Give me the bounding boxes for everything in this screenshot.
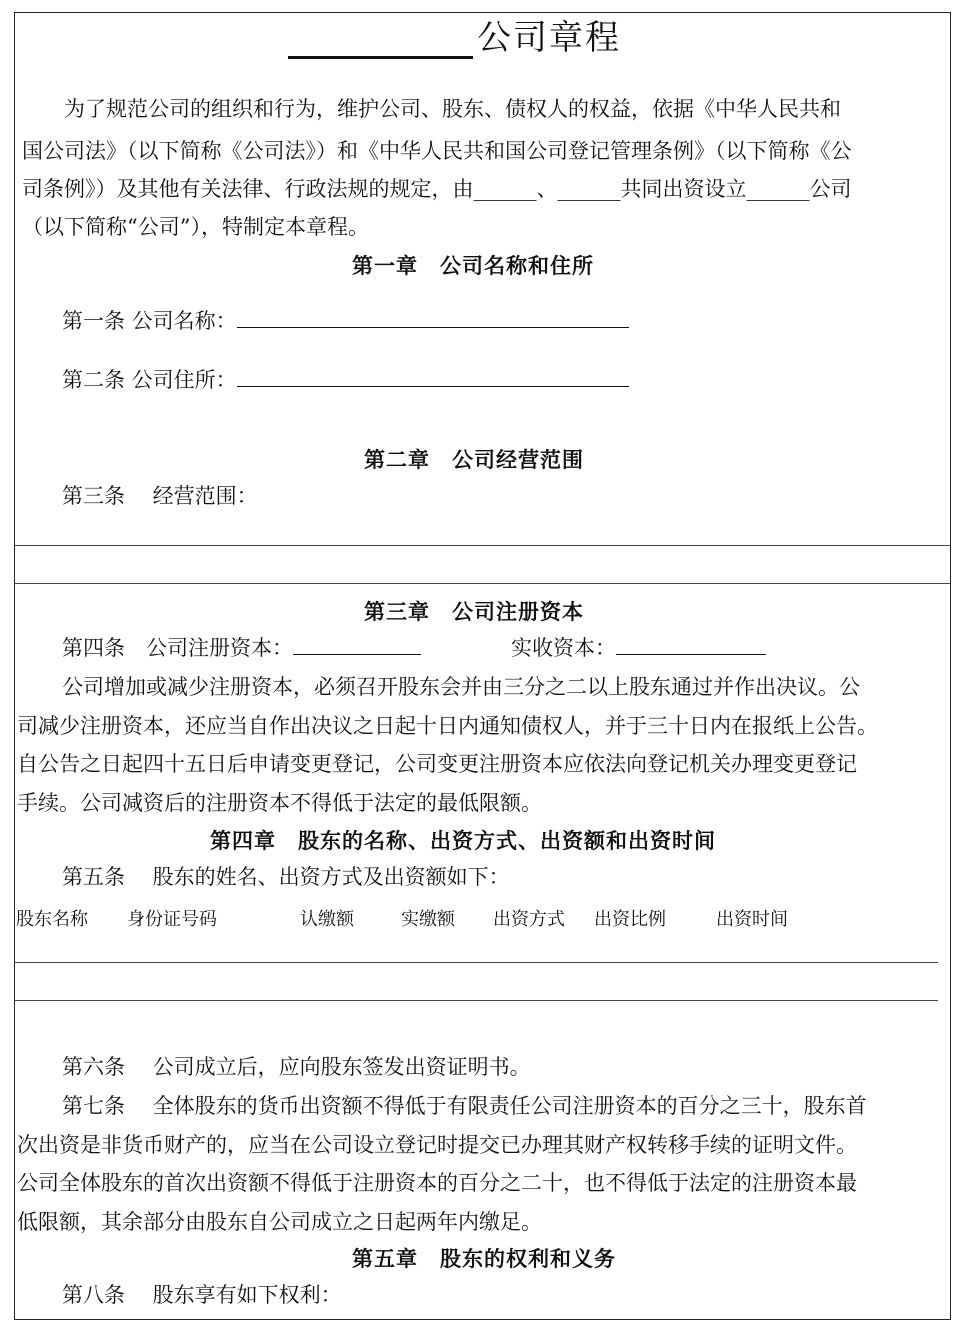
chapter-2-heading: 第二章 公司经营范围: [364, 447, 584, 472]
article-4-label: 第四条 公司注册资本：: [62, 636, 293, 660]
capital-change-line-1: 公司增加或减少注册资本，必须召开股东会并由三分之二以上股东通过并作出决议。公: [62, 675, 860, 699]
company-name-blank: [288, 24, 473, 59]
table-header-method: 出资方式: [493, 909, 565, 930]
article-1-label: 第一条 公司名称：: [62, 309, 237, 333]
table-header-time: 出资时间: [716, 909, 788, 930]
document-title-text: 公司章程: [477, 18, 621, 58]
business-scope-line-1[interactable]: [14, 545, 951, 546]
registered-capital-field[interactable]: [293, 632, 421, 655]
table-header-ratio: 出资比例: [594, 909, 666, 930]
company-address-field[interactable]: [237, 364, 629, 387]
intro-line-3: 司条例》）及其他有关法律、行政法规的规定，由______、______共同出资设立______公司: [22, 177, 852, 201]
company-name-field[interactable]: [237, 305, 629, 328]
article-1: [62, 303, 629, 340]
chapter-1-heading: 第一章 公司名称和住所: [352, 253, 594, 278]
article-2: [62, 362, 629, 399]
business-scope-line-2[interactable]: [14, 583, 951, 584]
intro-line-2: 国公司法》（以下简称《公司法》）和《中华人民共和国公司登记管理条例》（以下简称《公: [22, 139, 852, 163]
paid-capital: [511, 630, 766, 667]
table-header-shareholder-name: 股东名称: [16, 909, 88, 930]
article-7-line-2: 次出资是非货币财产的，应当在公司设立登记时提交已办理其财产权转移手续的证明文件。: [17, 1133, 857, 1157]
capital-change-line-2: 司减少注册资本，还应当自作出决议之日起十日内通知债权人，并于三十日内在报纸上公告。: [17, 714, 878, 738]
article-7-line-3: 公司全体股东的首次出资额不得低于注册资本的百分之二十，也不得低于法定的注册资本最: [17, 1171, 857, 1195]
page-frame-right: [950, 12, 951, 1320]
intro-line-1: 为了规范公司的组织和行为，维护公司、股东、债权人的权益，依据《中华人民共和: [64, 97, 841, 121]
article-4: [62, 630, 421, 667]
article-5: 第五条 股东的姓名、出资方式及出资额如下：: [62, 865, 510, 889]
chapter-5-heading: 第五章 股东的权利和义务: [352, 1246, 616, 1271]
article-8: 第八条 股东享有如下权利：: [62, 1283, 342, 1307]
article-7-line-4: 低限额，其余部分由股东自公司成立之日起两年内缴足。: [17, 1210, 542, 1234]
capital-change-line-4: 手续。公司减资后的注册资本不得低于法定的最低限额。: [17, 791, 542, 815]
article-3-label: 第三条 经营范围：: [62, 484, 258, 508]
article-2-label: 第二条 公司住所：: [62, 368, 237, 392]
page-frame-left: [14, 12, 15, 1320]
table-header-subscribed: 认缴额: [300, 909, 354, 930]
article-6: 第六条 公司成立后，应向股东签发出资证明书。: [62, 1055, 531, 1079]
document-title: [288, 10, 621, 59]
intro-line-4: （以下简称“公司”），特制定本章程。: [22, 215, 369, 239]
shareholder-row-line-1[interactable]: [14, 962, 938, 963]
chapter-3-heading: 第三章 公司注册资本: [364, 599, 584, 624]
shareholder-row-line-2[interactable]: [14, 1000, 938, 1001]
capital-change-line-3: 自公告之日起四十五日后申请变更登记，公司变更注册资本应依法向登记机关办理变更登记: [17, 752, 857, 776]
article-7-line-1: 第七条 全体股东的货币出资额不得低于有限责任公司注册资本的百分之三十，股东首: [62, 1094, 867, 1118]
table-header-id-number: 身份证号码: [127, 909, 217, 930]
chapter-4-heading: 第四章 股东的名称、出资方式、出资额和出资时间: [210, 828, 716, 853]
page-frame-bottom: [14, 1319, 951, 1320]
paid-capital-label: 实收资本：: [511, 636, 616, 660]
table-header-paid: 实缴额: [401, 909, 455, 930]
paid-capital-field[interactable]: [616, 632, 766, 655]
